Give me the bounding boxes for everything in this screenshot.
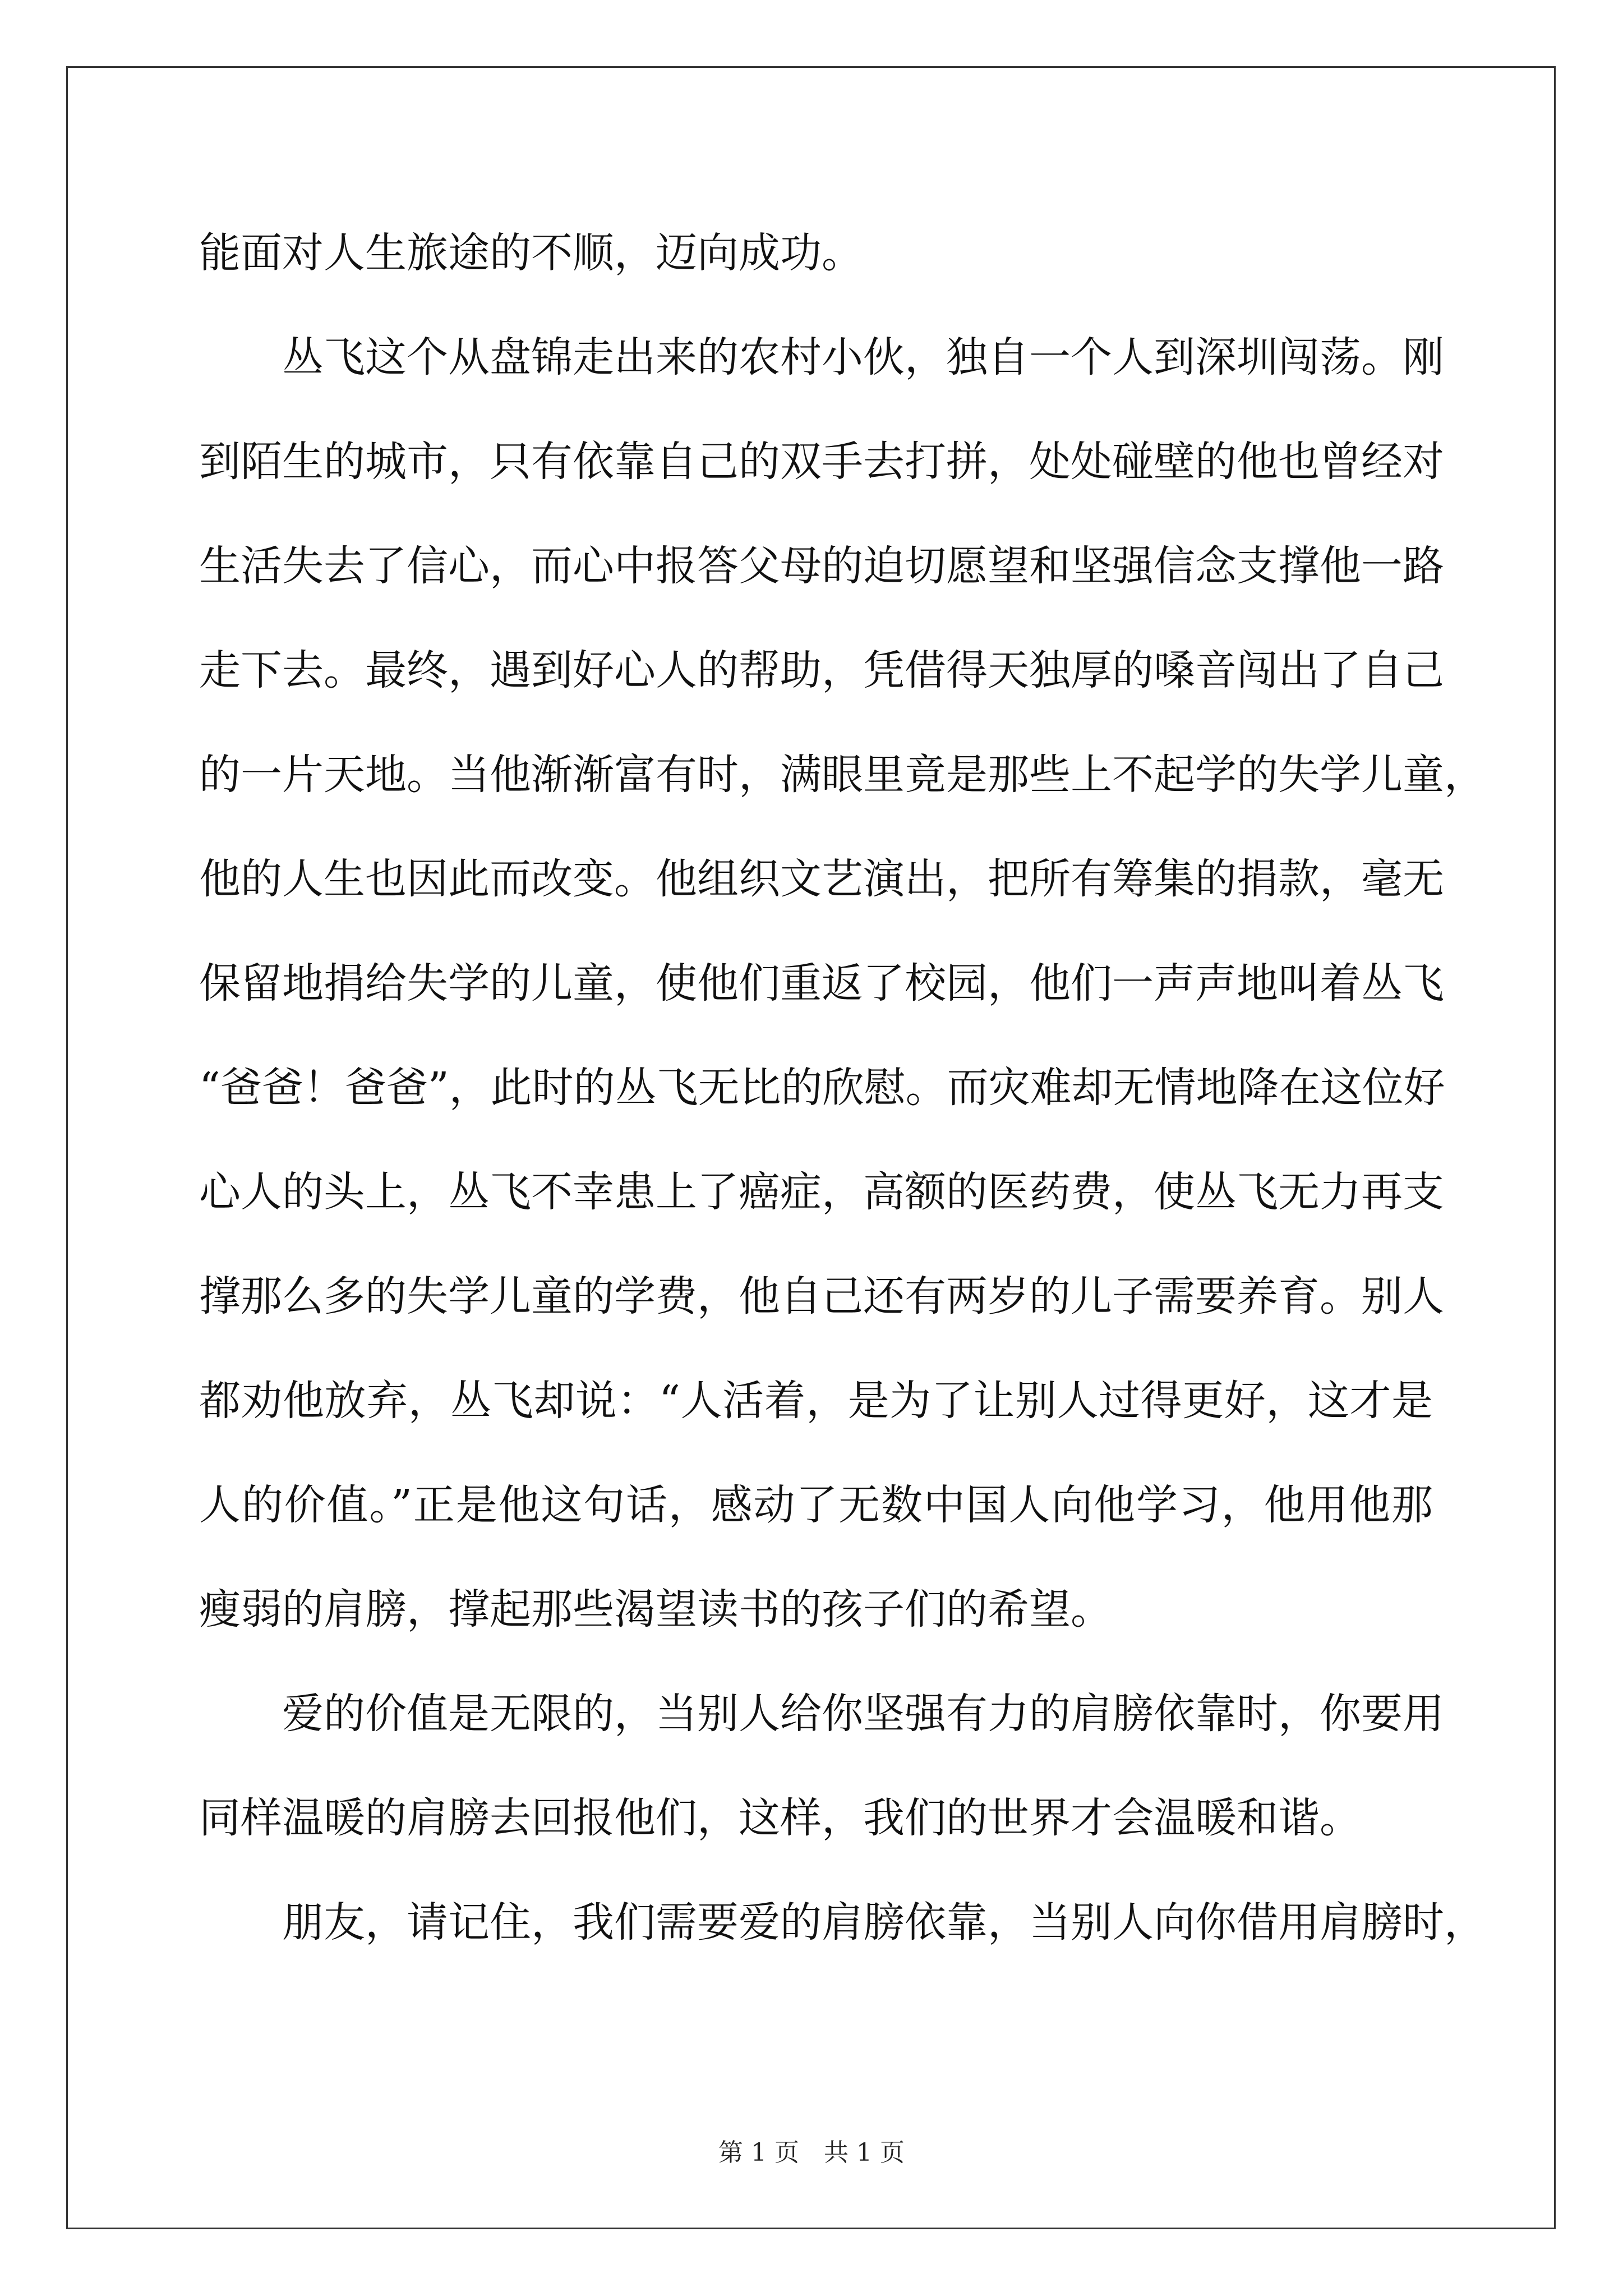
text-line: 撑那么多的失学儿童的学费，他自己还有两岁的儿子需要养育。别人 [199,1272,1444,1320]
text-line: “爸爸！爸爸”，此时的丛飞无比的欣慰。而灾难却无情地降在这位好 [199,1064,1445,1112]
text-line: 人的价值。”正是他这句话，感动了无数中国人向他学习，他用他那 [199,1481,1433,1529]
text-line: 都劝他放弃，丛飞却说：“人活着，是为了让别人过得更好，这才是 [199,1377,1433,1425]
text-line: 同样温暖的肩膀去回报他们，这样，我们的世界才会温暖和谐。 [199,1794,1361,1842]
text-line: 到陌生的城市，只有依靠自己的双手去打拼，处处碰壁的他也曾经对 [199,438,1444,486]
text-line: 丛飞这个从盘锦走出来的农村小伙，独自一个人到深圳闯荡。刚 [282,333,1444,381]
text-line: 能面对人生旅途的不顺，迈向成功。 [199,229,863,277]
text-line: 朋友，请记住，我们需要爱的肩膀依靠，当别人向你借用肩膀时， [282,1898,1486,1947]
text-line: 保留地捐给失学的儿童，使他们重返了校园，他们一声声地叫着丛飞 [199,959,1444,1007]
text-line: 爱的价值是无限的，当别人给你坚强有力的肩膀依靠时，你要用 [282,1690,1444,1738]
text-line: 走下去。最终，遇到好心人的帮助，凭借得天独厚的嗓音闯出了自己 [199,646,1444,694]
text-line: 心人的头上，丛飞不幸患上了癌症，高额的医药费，使丛飞无力再支 [199,1168,1444,1216]
document-body [199,201,1486,1975]
text-line: 的一片天地。当他渐渐富有时，满眼里竟是那些上不起学的失学儿童， [199,751,1486,799]
text-line: 他的人生也因此而改变。他组织文艺演出，把所有筹集的捐款，毫无 [199,855,1444,903]
page-footer: 第 1 页 共 1 页 [718,2138,905,2167]
text-line: 瘦弱的肩膀，撑起那些渴望读书的孩子们的希望。 [199,1585,1112,1634]
text-line: 生活失去了信心，而心中报答父母的迫切愿望和坚强信念支撑他一路 [199,542,1444,590]
